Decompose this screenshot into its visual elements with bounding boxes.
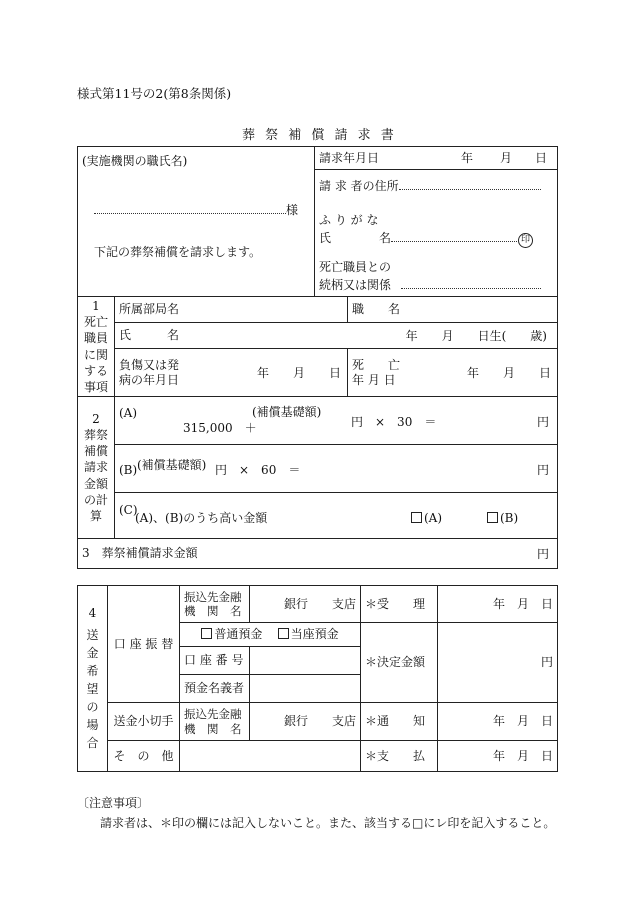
request-date-row	[315, 147, 557, 170]
page-title: 葬 祭 補 償 請 求 書	[242, 128, 397, 143]
check-bank-label-2: 機 関 名	[184, 721, 242, 736]
relation-row[interactable]	[319, 276, 541, 293]
day-label: 日	[535, 151, 548, 165]
received-date: 年 月 日	[438, 586, 558, 623]
agency-name-field[interactable]	[94, 201, 298, 218]
section2-title: 葬祭補償請求金額の計算	[84, 428, 109, 523]
checkbox-icon	[411, 512, 422, 523]
checkbox-icon	[278, 628, 289, 639]
bank-name-field[interactable]: 銀行 支店	[250, 586, 361, 623]
request-text: 下記の葬祭補償を請求します。	[94, 245, 262, 259]
year-label: 年	[461, 151, 474, 165]
injury-date-cell[interactable]	[115, 349, 348, 397]
calc-a-base-label: (補償基礎額)	[252, 405, 322, 419]
calc-a-base: 315,000 ＋	[183, 421, 257, 435]
post-label: 職 名	[352, 302, 401, 316]
holder-field[interactable]	[250, 675, 361, 703]
deceased-name-label: 氏 名	[119, 328, 180, 342]
calc-b-cell[interactable]	[115, 445, 558, 493]
account-no-field[interactable]	[250, 647, 361, 675]
death-label-2: 年 月 日	[352, 372, 396, 387]
main-table	[77, 296, 558, 569]
name-row[interactable]	[319, 229, 533, 248]
section1-title: 死亡職員に関する事項	[84, 315, 109, 394]
dept-cell[interactable]	[115, 297, 348, 323]
total-amount-yen: 円	[536, 547, 549, 561]
check-bank-field[interactable]: 銀行 支店	[250, 703, 361, 741]
section4-label	[78, 586, 108, 772]
ordinary-checkbox[interactable]	[201, 627, 262, 641]
notes-heading: 〔注意事項〕	[77, 796, 150, 810]
notified-label: ＊通 知	[361, 703, 438, 741]
injury-label-2: 病の年月日	[119, 372, 180, 387]
check-label: 送金小切手	[108, 703, 180, 741]
header-table	[77, 146, 558, 297]
injury-label-1: 負傷又は発	[119, 357, 180, 372]
total-amount-label: 3 葬祭補償請求金額	[82, 546, 198, 560]
calc-b-yen: 円	[536, 463, 549, 477]
bank-label-cell	[180, 586, 250, 623]
check-bank-label-1: 振込先金融	[184, 707, 242, 722]
agency-label: (実施機関の職氏名)	[82, 154, 188, 168]
holder-label: 預金名義者	[180, 675, 250, 703]
bank-label-2: 機 関 名	[184, 604, 242, 618]
name-label: 氏 名	[319, 231, 392, 245]
month-label: 月	[500, 151, 513, 165]
paid-date: 年 月 日	[438, 741, 558, 772]
option-a-label: (A)	[424, 511, 443, 525]
calc-a-mark: (A)	[119, 406, 138, 420]
calc-a-yen: 円	[536, 415, 549, 429]
section1-label	[78, 297, 115, 397]
birth-date-text: 年 月 日生( 歳)	[405, 329, 547, 343]
calc-b-mark: (B)	[119, 463, 138, 477]
requester-cell	[315, 147, 558, 297]
section1-number: 1	[92, 298, 100, 313]
death-date-cell[interactable]	[348, 349, 558, 397]
form-number: 様式第11号の2(第8条関係)	[77, 86, 232, 101]
seal-icon: 印	[518, 233, 533, 248]
check-bank-label-cell	[180, 703, 250, 741]
section2-label	[78, 397, 115, 539]
checkbox-icon	[487, 512, 498, 523]
section2-number: 2	[92, 411, 100, 426]
injury-date-text: 年 月 日	[256, 366, 341, 380]
death-date-text: 年 月 日	[466, 366, 551, 380]
account-no-label: 口 座 番 号	[180, 647, 250, 675]
furigana-label: ふ り が な	[319, 213, 379, 227]
relation-label-2: 続柄又は関係	[319, 278, 392, 292]
notified-date: 年 月 日	[438, 703, 558, 741]
section4-title: 送金希望の場合	[86, 627, 99, 750]
decided-label: ＊決定金額	[361, 623, 438, 703]
address-label: 請 求 者の住所	[319, 179, 399, 193]
current-checkbox[interactable]	[278, 627, 339, 641]
calc-c-text: (A)、(B)のうち高い金額	[135, 511, 268, 525]
option-b-checkbox[interactable]	[487, 511, 518, 526]
transfer-label: 口 座 振 替	[108, 586, 180, 703]
paid-label: ＊支 払	[361, 741, 438, 772]
other-field[interactable]	[180, 741, 361, 772]
remittance-table	[77, 585, 558, 772]
other-label: そ の 他	[108, 741, 180, 772]
notes-text: 請求者は、＊印の欄には記入しないこと。また、該当する□にレ印を記入すること。	[100, 816, 556, 830]
calc-a-cell[interactable]	[115, 397, 558, 445]
death-label-1: 死 亡	[352, 357, 401, 372]
deposit-type-cell	[180, 623, 361, 647]
option-b-label: (B)	[500, 511, 519, 525]
sama-label: 様	[286, 203, 299, 217]
dept-label: 所属部局名	[119, 302, 180, 316]
ordinary-label: 普通預金	[214, 627, 263, 641]
address-row[interactable]	[319, 177, 541, 194]
bank-label-1: 振込先金融	[184, 589, 242, 604]
calc-b-base-label: (補償基礎額)	[137, 458, 207, 472]
relation-label-1: 死亡職員との	[319, 260, 392, 274]
deceased-name-cell[interactable]	[115, 323, 558, 349]
calc-b-formula: 円 × 60 ＝	[215, 463, 301, 477]
calc-c-cell	[115, 493, 558, 539]
calc-a-formula: 円 × 30 ＝	[351, 415, 437, 429]
total-amount-cell[interactable]	[78, 539, 558, 569]
received-label: ＊受 理	[361, 586, 438, 623]
checkbox-icon	[201, 628, 212, 639]
post-cell[interactable]	[348, 297, 558, 323]
section4-number: 4	[88, 606, 97, 621]
decided-yen: 円	[438, 623, 558, 703]
request-date-label: 請求年月日	[319, 151, 380, 165]
current-label: 当座預金	[290, 627, 339, 641]
calc-c-mark: (C)	[119, 503, 138, 517]
option-a-checkbox[interactable]	[411, 511, 442, 526]
agency-cell	[78, 147, 315, 297]
